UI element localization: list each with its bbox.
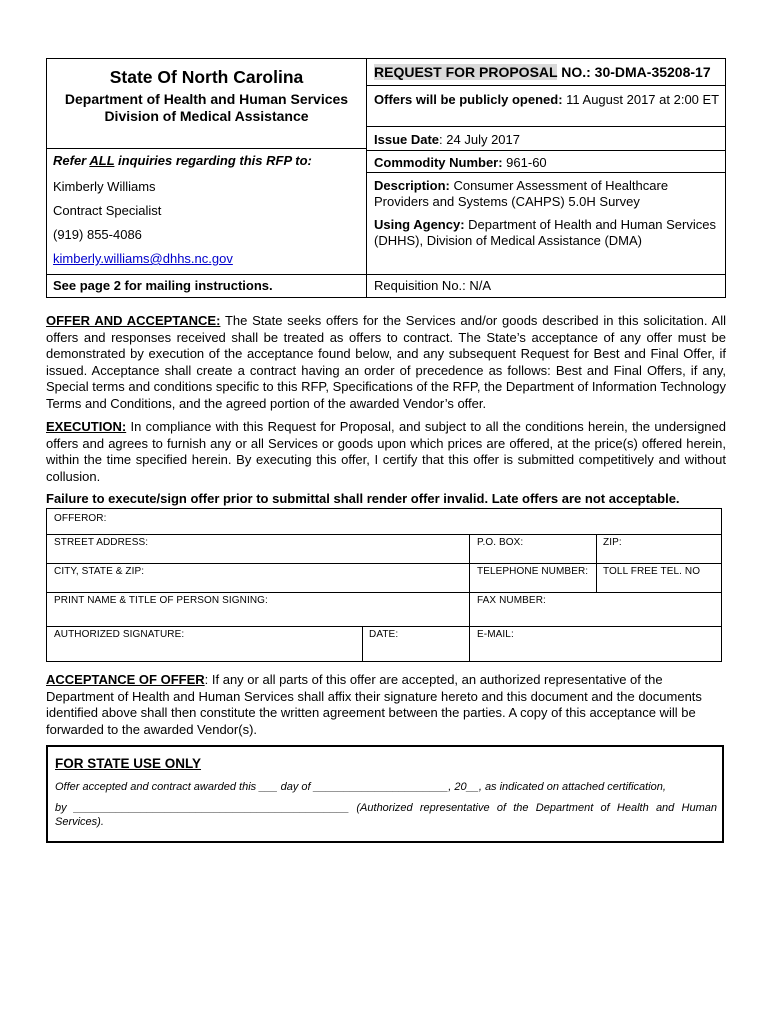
award-line[interactable]: Offer accepted and contract awarded this ___ day of ______________________, 20__, as indicated on attached certification, bbox=[55, 781, 666, 793]
toll-free-field[interactable]: TOLL FREE TEL. NO bbox=[603, 566, 701, 577]
rfp-number bbox=[374, 64, 724, 80]
refer-pre: Refer bbox=[53, 153, 90, 168]
execution-paragraph bbox=[46, 419, 726, 485]
offer-lead: OFFER AND ACCEPTANCE: bbox=[46, 313, 221, 328]
offeror-field[interactable]: OFFEROR: bbox=[54, 513, 107, 524]
offers-opened bbox=[374, 92, 724, 108]
header-rule bbox=[366, 150, 725, 151]
contact-email-link[interactable]: kimberly.williams@dhhs.nc.gov bbox=[53, 251, 233, 266]
mailing-instructions-note: See page 2 for mailing instructions. bbox=[53, 278, 273, 293]
failure-to-sign-warning: Failure to execute/sign offer prior to submittal shall render offer invalid. Late offers are not acceptable. bbox=[46, 491, 680, 506]
telephone-field[interactable]: TELEPHONE NUMBER: bbox=[477, 566, 589, 577]
acceptance-lead: ACCEPTANCE OF OFFER bbox=[46, 672, 205, 687]
form-rule bbox=[47, 563, 721, 564]
header-rule bbox=[47, 274, 366, 275]
department-line: Department of Health and Human Services bbox=[64, 91, 349, 107]
city-state-zip-field[interactable]: CITY, STATE & ZIP: bbox=[54, 566, 145, 577]
po-box-field[interactable]: P.O. BOX: bbox=[477, 537, 524, 548]
header-rule bbox=[366, 274, 725, 275]
description bbox=[374, 178, 724, 210]
commodity-number bbox=[374, 155, 724, 171]
state-use-box bbox=[46, 745, 724, 843]
using-agency bbox=[374, 217, 724, 249]
contact-title: Contract Specialist bbox=[53, 203, 162, 218]
state-use-title: FOR STATE USE ONLY bbox=[55, 756, 202, 771]
header-rule bbox=[366, 172, 725, 173]
form-rule bbox=[47, 534, 721, 535]
requisition-number: Requisition No.: N/A bbox=[374, 278, 492, 293]
header-divider-vertical bbox=[366, 59, 367, 297]
header-rule bbox=[366, 126, 725, 127]
form-rule bbox=[47, 626, 721, 627]
agency-value: Department of Health and Human Services (DHHS), Division of Medical Assistance (DMA) bbox=[374, 217, 716, 248]
offer-text: The State seeks offers for the Services and/or goods described in this solicitation. All offers and responses received shall be treated as offers to contract. The State’s acceptance of any offer must be demonstrated by execution of the acceptance found below, and any subsequent Request for Best and Final Offer, if issued. Acceptance shall create a contract having an order of precedence as follows: Best and Final Offers, if any, Special terms and conditions specific to this RFP, Specifications of the RFP, the Department of Information Technology Terms and Conditions, and the agreed portion of the awarded Vendor’s offer. bbox=[46, 313, 727, 411]
rfp-number-value: NO.: 30-DMA-35208-17 bbox=[557, 64, 711, 80]
authorized-signature-field[interactable]: AUTHORIZED SIGNATURE: bbox=[54, 629, 185, 640]
issue-value: : 24 July 2017 bbox=[439, 132, 520, 147]
acceptance-text: : If any or all parts of this offer are accepted, an authorized representative of the Department of Health and Human Services shall affix their signature hereto and this document and the documents identified above shall then constitute the written agreement between the parties. A copy of this acceptance will be forwarded to the awarded Vendor(s). bbox=[46, 672, 702, 737]
street-address-field[interactable]: STREET ADDRESS: bbox=[54, 537, 149, 548]
agency-label: Using Agency: bbox=[374, 217, 465, 232]
issue-date bbox=[374, 132, 724, 148]
opened-value: 11 August 2017 at 2:00 ET bbox=[562, 92, 720, 107]
state-title: State Of North Carolina bbox=[109, 67, 304, 87]
description-label: Description: bbox=[374, 178, 450, 193]
header-rule bbox=[47, 148, 366, 149]
division-line: Division of Medical Assistance bbox=[104, 108, 309, 124]
contact-name: Kimberly Williams bbox=[53, 179, 156, 194]
header-rule bbox=[366, 85, 725, 86]
form-divider bbox=[469, 534, 470, 662]
fax-number-field[interactable]: FAX NUMBER: bbox=[477, 595, 546, 606]
authorized-representative-line[interactable]: by _____________________________________________ (Authorized representative of the Department of Health and Human Services). bbox=[55, 802, 717, 828]
form-divider bbox=[596, 534, 597, 592]
execution-lead: EXECUTION: bbox=[46, 419, 127, 434]
rfp-label: REQUEST FOR PROPOSAL bbox=[374, 64, 558, 80]
department-name bbox=[47, 91, 366, 125]
description-value: Consumer Assessment of Healthcare Providers and Systems (CAHPS) 5.0H Survey bbox=[374, 178, 669, 209]
execution-text: In compliance with this Request for Proposal, and subject to all the conditions herein, the undersigned offers and agrees to furnish any or all Services or goods upon which prices are offered, at the price(s) offered herein, within the time specified herein. By executing this offer, I certify that this offer is submitted competitively and without collusion. bbox=[46, 419, 726, 484]
refer-post: inquiries regarding this RFP to: bbox=[114, 153, 312, 168]
commodity-value: 961-60 bbox=[502, 155, 547, 170]
refer-inquiries-label bbox=[53, 153, 312, 168]
contact-phone: (919) 855-4086 bbox=[53, 227, 142, 242]
zip-field[interactable]: ZIP: bbox=[603, 537, 622, 548]
acceptance-of-offer-paragraph bbox=[46, 672, 726, 738]
form-rule bbox=[47, 592, 721, 593]
offeror-form bbox=[46, 508, 722, 662]
email-field[interactable]: E-MAIL: bbox=[477, 629, 514, 640]
form-divider bbox=[362, 626, 363, 662]
rfp-header-table bbox=[46, 58, 726, 298]
issue-label: Issue Date bbox=[374, 132, 440, 147]
date-field[interactable]: DATE: bbox=[369, 629, 399, 640]
commodity-label: Commodity Number: bbox=[374, 155, 503, 170]
refer-all: ALL bbox=[89, 153, 115, 168]
opened-label: Offers will be publicly opened: bbox=[374, 92, 563, 107]
offer-and-acceptance-paragraph bbox=[46, 313, 726, 413]
print-name-title-field[interactable]: PRINT NAME & TITLE OF PERSON SIGNING: bbox=[54, 595, 268, 606]
